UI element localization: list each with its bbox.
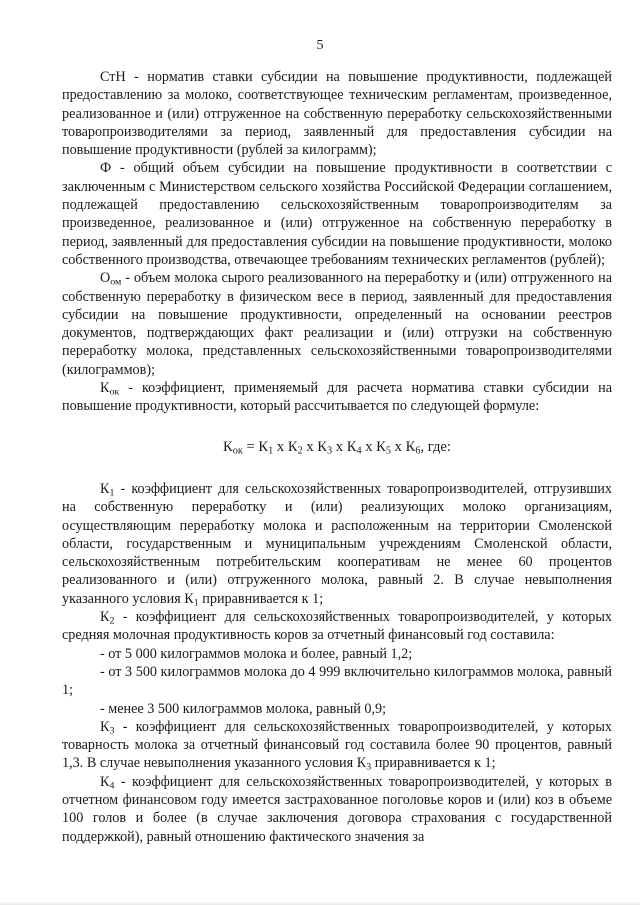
text-run: - менее 3 500 килограммов молока, равный 0,9; bbox=[100, 700, 387, 717]
subscript: 3 bbox=[366, 761, 372, 773]
text-run: - коэффициент для сельскохозяйственных товаропроизводителей, у которых в отчетном финансовом году имеется застрахованное поголовье коров и (или) коз в объеме 100 голов и более (в случае заключения договора страхования с государственной поддержкой), равный отношению фактического значения за bbox=[62, 773, 612, 845]
text-run: - коэффициент для сельскохозяйственных товаропроизводителей, у которых средняя молочная продуктивность коров за отчетный финансовый год составила: bbox=[62, 609, 612, 644]
subscript: 3 bbox=[109, 725, 115, 737]
text-run: Ф - общий объем субсидии на повышение продуктивности в соответствии с заключенным с Министерством сельского хозяйства Российской Федерации соглашением, подлежащей предоставлению сельскохозяйственным товаропроизводителям за произведенное, реализованное и (или) отгруженное на собственную переработку в период, заявленный для предоставления субсидии на повышение продуктивности, молоко собственного производства, отвечающее требованиям технических регламентов (рублей); bbox=[62, 160, 612, 268]
text-run: x К bbox=[390, 438, 416, 455]
subscript: 4 bbox=[356, 445, 362, 457]
text-run: К bbox=[100, 380, 110, 397]
text-run: x К bbox=[273, 438, 298, 455]
subscript: 1 bbox=[109, 487, 115, 499]
subscript: 2 bbox=[297, 445, 303, 457]
text-run: x К bbox=[302, 438, 327, 455]
text-run: - коэффициент для сельскохозяйственных товаропроизводителей, отгрузивших на собственную переработку и (или) реализующих молоко организациям, осуществляющим переработку молока и расположенным на территории Смоленской области, государственным и муниципальным учреждениям Смоленской области, сельскохозяйственным потребительским кооперативам не менее 60 процентов реализованного и (или) отгруженного молока, равный 2. В случае невыполнения указанного условия К bbox=[62, 480, 612, 607]
paragraph bbox=[62, 645, 612, 663]
paragraph bbox=[62, 159, 612, 269]
subscript: 1 bbox=[268, 445, 274, 457]
text-run: - коэффициент, применяемый для расчета норматива ставки субсидии на повышение продуктивности, который рассчитывается по следующей формуле: bbox=[62, 380, 612, 415]
text-run: К bbox=[100, 480, 110, 497]
paragraph bbox=[62, 718, 612, 773]
text-run: приравнивается к 1; bbox=[371, 755, 496, 772]
subscript: ок bbox=[109, 386, 120, 398]
text-run: x К bbox=[332, 438, 357, 455]
paragraph bbox=[62, 269, 612, 379]
text-run: - объем молока сырого реализованного на переработку и (или) отгруженного на собственную переработку в физическом весе в период, заявленный для предоставления субсидии на повышение продуктивности, определенный на основании реестров документов, подтверждающих факт реализации и (или) отгрузки на собственную переработку молока, представленных сельскохозяйственными товаропроизводителями (килограммов); bbox=[62, 270, 612, 378]
text-run: , где: bbox=[420, 438, 451, 455]
document-body bbox=[62, 68, 612, 846]
formula bbox=[62, 438, 612, 456]
page-number: 5 bbox=[316, 38, 324, 53]
text-run: К bbox=[223, 438, 233, 455]
text-run: приравнивается к 1; bbox=[198, 590, 324, 607]
paragraph bbox=[62, 608, 612, 645]
scan-edge bbox=[0, 901, 640, 905]
text-run: СтН - норматив ставки субсидии на повышение продуктивности, подлежащей предоставлению за молоко, соответствующее техническим регламентам, произведенное, реализованное и (или) отгруженное на собственную переработку сельскохозяйственными товаропроизводителями за период, заявленный для предоставления субсидии на повышение продуктивности (рублей за килограмм); bbox=[62, 69, 612, 159]
text-run: x К bbox=[361, 438, 386, 455]
subscript: 5 bbox=[385, 445, 391, 457]
paragraph bbox=[62, 379, 612, 416]
paragraph bbox=[62, 663, 612, 700]
text-run: К bbox=[100, 609, 110, 626]
text-run: = К bbox=[242, 438, 269, 455]
subscript: ом bbox=[110, 276, 122, 288]
subscript: 4 bbox=[109, 780, 115, 792]
paragraph bbox=[62, 700, 612, 718]
subscript: 1 bbox=[193, 597, 199, 609]
subscript: ок bbox=[232, 445, 243, 457]
text-run: О bbox=[100, 270, 111, 287]
paragraph bbox=[62, 68, 612, 159]
text-run: К bbox=[100, 773, 110, 790]
text-run: - от 5 000 килограммов молока и более, равный 1,2; bbox=[100, 645, 413, 662]
subscript: 3 bbox=[327, 445, 333, 457]
text-run: К bbox=[100, 718, 110, 735]
paragraph bbox=[62, 480, 612, 608]
text-run: - коэффициент для сельскохозяйственных товаропроизводителей, у которых товарность молока за отчетный финансовый год составила более 90 процентов, равный 1,3. В случае невыполнения указанного условия К bbox=[62, 718, 612, 772]
paragraph bbox=[62, 773, 612, 846]
subscript: 6 bbox=[415, 445, 421, 457]
text-run: - от 3 500 килограммов молока до 4 999 включительно килограммов молока, равный 1; bbox=[62, 663, 612, 699]
subscript: 2 bbox=[109, 615, 115, 627]
